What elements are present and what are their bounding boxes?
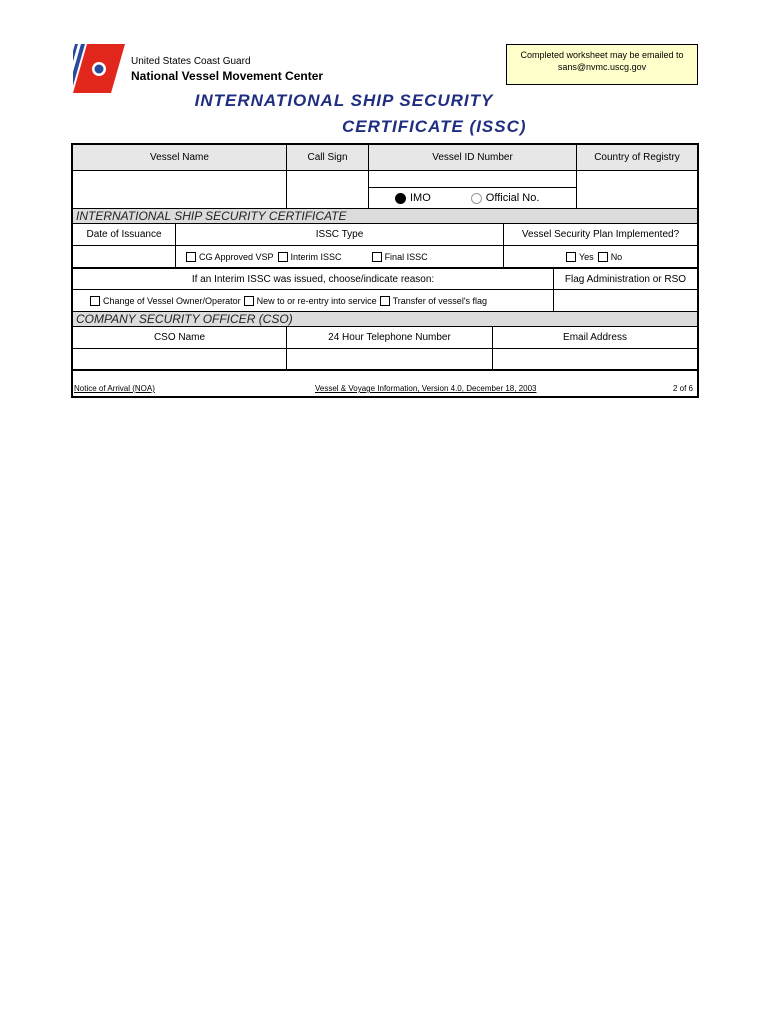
uscg-logo	[73, 44, 125, 93]
form-footer	[73, 381, 697, 396]
vessel-id-type	[369, 188, 577, 209]
page-title-line2: CERTIFICATE (ISSC)	[342, 117, 527, 136]
vsp-options	[504, 246, 697, 268]
date-issuance-field[interactable]	[73, 246, 176, 268]
country-registry-field[interactable]	[577, 171, 697, 209]
phone-header: 24 Hour Telephone Number	[287, 327, 493, 349]
email-field[interactable]	[493, 349, 697, 371]
vessel-name-header: Vessel Name	[73, 145, 287, 171]
phone-field[interactable]	[287, 349, 493, 371]
center-name: National Vessel Movement Center	[131, 69, 324, 83]
cso-section-title: COMPANY SECURITY OFFICER (CSO)	[73, 312, 697, 327]
notice-email[interactable]: sans@nvmc.uscg.gov	[557, 62, 647, 72]
interim-reason-label: If an Interim ISSC was issued, choose/indicate reason:	[73, 268, 554, 290]
country-registry-header: Country of Registry	[577, 145, 697, 171]
notice-text: Completed worksheet may be emailed to	[520, 50, 684, 60]
vsp-yes-label: Yes	[579, 251, 594, 262]
transfer-flag-checkbox[interactable]	[380, 296, 390, 306]
change-owner-checkbox[interactable]	[90, 296, 100, 306]
date-issuance-header: Date of Issuance	[73, 224, 176, 246]
imo-radio[interactable]	[395, 193, 406, 204]
vsp-no-label: No	[610, 251, 623, 262]
final-issc-label: Final ISSC	[384, 251, 428, 262]
footer-left: Notice of Arrival (NOA)	[74, 384, 155, 393]
footer-page: 2 of 6	[672, 384, 693, 393]
issc-type-header: ISSC Type	[176, 224, 504, 246]
page-title-line1: INTERNATIONAL SHIP SECURITY	[194, 91, 494, 110]
cso-name-field[interactable]	[73, 349, 287, 371]
vessel-id-header: Vessel ID Number	[369, 145, 577, 171]
flag-admin-header: Flag Administration or RSO	[554, 268, 697, 290]
interim-reason-options	[73, 290, 554, 312]
vsp-no-checkbox[interactable]	[598, 252, 608, 262]
email-notice	[506, 44, 698, 85]
flag-admin-field[interactable]	[554, 290, 697, 312]
vessel-id-field[interactable]	[369, 171, 577, 188]
issc-type-options	[176, 246, 504, 268]
final-issc-checkbox[interactable]	[372, 252, 382, 262]
call-sign-header: Call Sign	[287, 145, 369, 171]
cso-name-header: CSO Name	[73, 327, 287, 349]
vsp-yes-checkbox[interactable]	[566, 252, 576, 262]
change-owner-label: Change of Vessel Owner/Operator	[103, 295, 241, 306]
official-no-label: Official No.	[485, 192, 540, 204]
issc-section-title: INTERNATIONAL SHIP SECURITY CERTIFICATE	[73, 209, 697, 224]
transfer-flag-label: Transfer of vessel's flag	[392, 295, 488, 306]
cg-approved-vsp-checkbox[interactable]	[186, 252, 196, 262]
interim-issc-label: Interim ISSC	[290, 251, 342, 262]
imo-label: IMO	[410, 192, 431, 204]
new-service-label: New to or re-entry into service	[256, 295, 377, 306]
issc-form	[71, 143, 699, 398]
agency-name: United States Coast Guard	[131, 56, 251, 67]
vsp-implemented-header: Vessel Security Plan Implemented?	[504, 224, 697, 246]
official-no-radio[interactable]	[471, 193, 482, 204]
cg-approved-vsp-label: CG Approved VSP	[199, 251, 274, 262]
new-service-checkbox[interactable]	[244, 296, 254, 306]
email-header: Email Address	[493, 327, 697, 349]
call-sign-field[interactable]	[287, 171, 369, 209]
vessel-name-field[interactable]	[73, 171, 287, 209]
interim-issc-checkbox[interactable]	[278, 252, 288, 262]
footer-center: Vessel & Voyage Information, Version 4.0, December 18, 2003	[315, 384, 537, 393]
